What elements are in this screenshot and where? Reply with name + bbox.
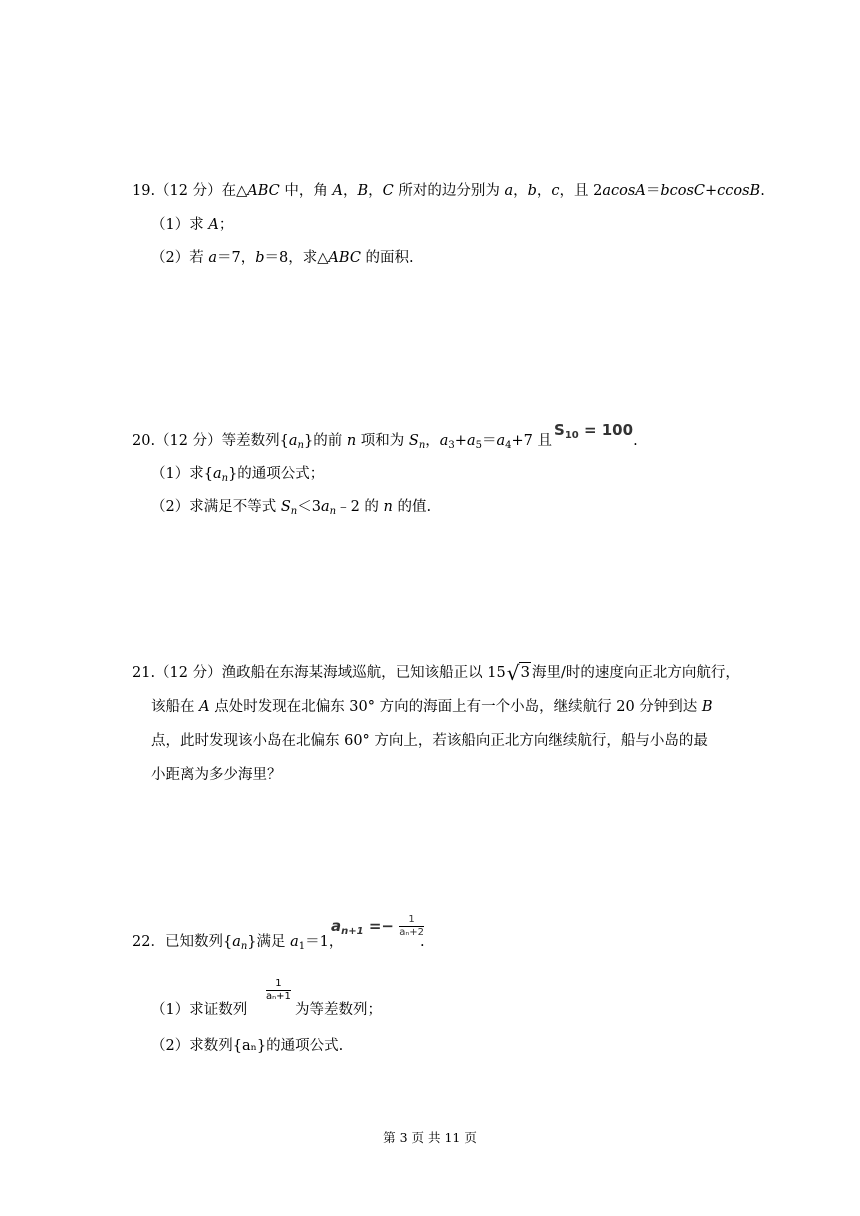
text: }的前 xyxy=(303,433,347,449)
text: n xyxy=(418,440,426,451)
text: a xyxy=(208,250,217,266)
text: 22．已知数列{ xyxy=(132,934,233,950)
text: aₙ+1 xyxy=(266,991,291,1002)
text: n xyxy=(329,506,337,517)
q19-line-1 xyxy=(132,181,765,201)
text: 小距离为多少海里？ xyxy=(151,767,282,783)
q20-line-1 xyxy=(132,421,638,451)
text: +7 且 xyxy=(511,433,552,449)
text: n xyxy=(221,473,229,484)
text: 点，此时发现该小岛在北偏东 60° 方向上，若该船向正北方向继续航行，船与小岛的最 xyxy=(151,733,708,749)
text: ﹣2 的 xyxy=(336,499,384,515)
text: }的通项公式； xyxy=(228,466,325,482)
text: acosA xyxy=(602,183,646,199)
text: （1）求 xyxy=(151,217,209,233)
text: 的面积. xyxy=(360,250,414,266)
text: S xyxy=(554,421,565,439)
text: ； xyxy=(218,217,234,233)
text: （1）求证数列 xyxy=(151,1002,248,1018)
text: a xyxy=(320,499,330,515)
text: ＝8，求△ xyxy=(264,250,329,266)
text: 3 xyxy=(520,663,530,681)
text: a xyxy=(504,183,514,199)
text: + xyxy=(454,433,467,449)
text: 1 xyxy=(298,941,306,952)
text: 的值. xyxy=(392,499,432,515)
text: n xyxy=(240,941,248,952)
q19-part-2 xyxy=(151,248,414,268)
text: =− xyxy=(363,917,400,935)
text: }满足 xyxy=(247,934,291,950)
text: ＜3 xyxy=(297,499,321,515)
text: 19.（12 分）在△ xyxy=(132,183,248,199)
text: a xyxy=(331,917,342,935)
text: 5 xyxy=(475,440,482,451)
text: （2）求满足不等式 xyxy=(151,499,281,515)
text: ，且 2 xyxy=(559,183,603,199)
text: b xyxy=(527,183,537,199)
q22-recurrence xyxy=(331,914,424,939)
text: n xyxy=(290,506,298,517)
text: a xyxy=(212,466,222,482)
q22-part-1-tail xyxy=(295,1000,382,1020)
q21-line-2 xyxy=(151,697,713,717)
text: B xyxy=(701,699,713,715)
text: c xyxy=(551,183,560,199)
text: ＝ xyxy=(481,433,497,449)
text: 点处时发现在北偏东 30° 方向的海面上有一个小岛，继续航行 20 分钟到达 xyxy=(209,699,702,715)
text: 该船在 xyxy=(151,699,200,715)
text: A xyxy=(208,217,219,233)
text: n xyxy=(297,440,304,451)
s10-formula xyxy=(554,421,633,439)
text: 20.（12 分）等差数列{ xyxy=(132,433,289,449)
text: a xyxy=(496,433,506,449)
q19-part-1 xyxy=(151,215,233,235)
text: ＝ xyxy=(645,183,661,199)
q21-line-1 xyxy=(132,662,740,683)
text: b xyxy=(255,250,265,266)
text: ABC xyxy=(328,250,361,266)
text: . xyxy=(760,183,765,199)
page-footer: 第 3 页 共 11 页 xyxy=(383,1130,477,1145)
text: 1 xyxy=(408,914,415,925)
text: A xyxy=(332,183,343,199)
text: 10 xyxy=(564,430,579,441)
q22-period xyxy=(420,932,425,952)
text: S xyxy=(280,499,291,515)
text: a xyxy=(290,934,299,950)
text: a xyxy=(466,433,476,449)
text: n xyxy=(383,499,393,515)
q22-line-1 xyxy=(132,932,343,952)
text: ABC xyxy=(247,183,280,199)
text: 海里/时的速度向正北方向航行， xyxy=(531,665,740,681)
text: n xyxy=(346,433,357,449)
q21-line-3 xyxy=(151,731,708,751)
text: = 100 xyxy=(578,421,634,439)
q21-line-4 xyxy=(151,765,282,785)
text: a xyxy=(288,433,298,449)
q20-part-1 xyxy=(151,464,324,484)
text: 中，角 xyxy=(279,183,333,199)
text: S xyxy=(408,433,419,449)
q20-part-2 xyxy=(151,497,431,517)
sqrt-symbol: √3 xyxy=(506,661,530,685)
text: n+1 xyxy=(341,926,364,937)
text: 21.（12 分）渔政船在东海某海域巡航，已知该船正以 15 xyxy=(132,665,506,681)
text: ， xyxy=(342,183,358,199)
q22-part-2 xyxy=(151,1036,343,1056)
text: C xyxy=(382,183,394,199)
text: ， xyxy=(368,183,383,199)
q22-part-1 xyxy=(151,1000,247,1020)
text: A xyxy=(199,699,210,715)
text: ， xyxy=(425,433,440,449)
text: 1 xyxy=(275,978,282,989)
text: 为等差数列； xyxy=(295,1002,382,1018)
text: 所对的边分别为 xyxy=(393,183,505,199)
text: . xyxy=(633,433,638,449)
text: （2）求数列{aₙ}的通项公式. xyxy=(151,1038,344,1054)
text: 项和为 xyxy=(356,433,409,449)
text: . xyxy=(420,934,425,950)
text: bcosC+ccosB xyxy=(660,183,761,199)
text: （1）求{ xyxy=(151,466,213,482)
text: ， xyxy=(513,183,528,199)
text: aₙ+2 xyxy=(399,927,425,938)
text: a xyxy=(232,934,241,950)
text: ， xyxy=(536,183,552,199)
text: a xyxy=(439,433,449,449)
text: ＝7， xyxy=(217,250,256,266)
reciprocal-fraction xyxy=(266,978,291,1003)
text: ＝1， xyxy=(305,934,344,950)
text: 4 xyxy=(505,440,512,451)
text: （2）若 xyxy=(151,250,209,266)
text: 3 xyxy=(448,440,455,451)
text: B xyxy=(357,183,369,199)
